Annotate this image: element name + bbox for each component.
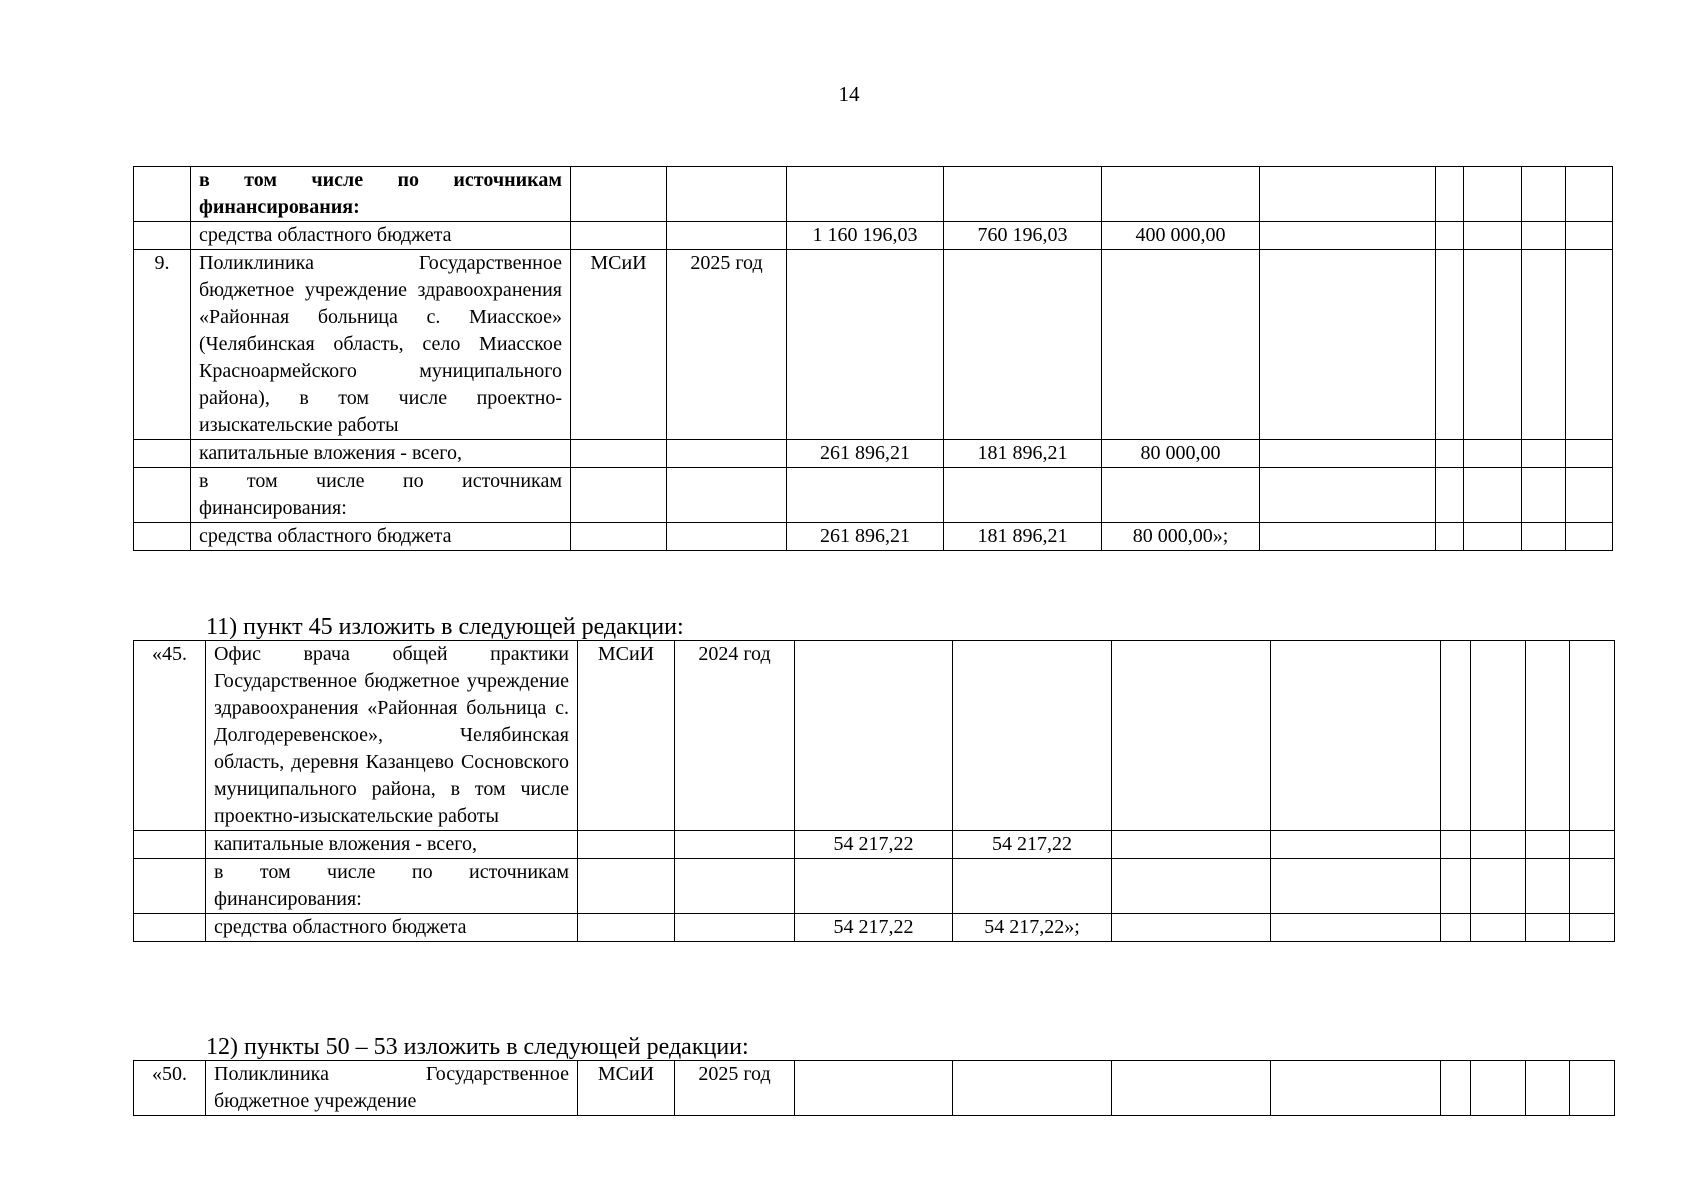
responsible-org xyxy=(571,222,667,250)
object-name: в том числе по источникам финансирования: xyxy=(191,468,571,523)
responsible-org xyxy=(578,831,675,859)
amount-year-2: 400 000,00 xyxy=(1102,222,1260,250)
amount-year-1 xyxy=(953,859,1112,914)
amount-year-2: 80 000,00»; xyxy=(1102,523,1260,551)
table-row xyxy=(134,641,1615,831)
empty-cell xyxy=(1566,222,1613,250)
object-name: Поликлиника Государственное бюджетное учреждение здравоохранения «Районная больница с. Миасское» (Челябинская область, село Миасское Красноармейского муниципального района), в том числе проектно-изыскательские работы xyxy=(191,250,571,440)
table-row xyxy=(134,914,1615,942)
amount-year-1 xyxy=(944,167,1102,222)
completion-year xyxy=(667,440,787,468)
empty-cell xyxy=(1436,250,1464,440)
amount-year-1 xyxy=(944,250,1102,440)
responsible-org: МСиИ xyxy=(578,1061,675,1116)
empty-cell xyxy=(1464,222,1522,250)
empty-cell xyxy=(1522,523,1566,551)
amount-year-2 xyxy=(1112,859,1271,914)
completion-year xyxy=(675,831,795,859)
completion-year xyxy=(667,523,787,551)
amount-year-2: 80 000,00 xyxy=(1102,440,1260,468)
empty-cell xyxy=(1471,641,1526,831)
empty-cell xyxy=(1271,1061,1441,1116)
empty-cell xyxy=(1441,831,1471,859)
empty-cell xyxy=(1471,914,1526,942)
object-name: в том числе по источникам финансирования: xyxy=(206,859,578,914)
object-name: Поликлиника Государственное бюджетное учреждение xyxy=(206,1061,578,1116)
responsible-org xyxy=(571,468,667,523)
responsible-org xyxy=(578,859,675,914)
responsible-org xyxy=(571,523,667,551)
empty-cell xyxy=(1260,222,1436,250)
amount-year-2 xyxy=(1112,1061,1271,1116)
empty-cell xyxy=(1260,468,1436,523)
completion-year: 2024 год xyxy=(675,641,795,831)
empty-cell xyxy=(1464,523,1522,551)
empty-cell xyxy=(1464,468,1522,523)
amount-total xyxy=(795,641,953,831)
table-row xyxy=(134,523,1613,551)
empty-cell xyxy=(1436,468,1464,523)
objects-table-item-50 xyxy=(133,1060,1615,1116)
row-number xyxy=(134,222,191,250)
empty-cell xyxy=(1464,167,1522,222)
empty-cell xyxy=(1441,1061,1471,1116)
empty-cell xyxy=(1271,914,1441,942)
empty-cell xyxy=(1526,641,1570,831)
responsible-org xyxy=(571,167,667,222)
completion-year xyxy=(667,222,787,250)
amount-year-2 xyxy=(1112,641,1271,831)
amount-total xyxy=(787,167,944,222)
empty-cell xyxy=(1526,859,1570,914)
amount-year-2 xyxy=(1112,914,1271,942)
objects-table-item-45 xyxy=(133,640,1615,942)
table-row xyxy=(134,859,1615,914)
amount-total: 261 896,21 xyxy=(787,523,944,551)
amendment-heading-45: 11) пункт 45 изложить в следующей редакции: xyxy=(206,614,684,640)
empty-cell xyxy=(1436,440,1464,468)
amount-year-2 xyxy=(1102,250,1260,440)
empty-cell xyxy=(1260,523,1436,551)
completion-year xyxy=(667,167,787,222)
completion-year: 2025 год xyxy=(675,1061,795,1116)
empty-cell xyxy=(1441,641,1471,831)
completion-year xyxy=(675,914,795,942)
empty-cell xyxy=(1522,250,1566,440)
empty-cell xyxy=(1566,468,1613,523)
amount-year-2 xyxy=(1112,831,1271,859)
table-row xyxy=(134,831,1615,859)
amount-year-1: 760 196,03 xyxy=(944,222,1102,250)
row-number xyxy=(134,859,206,914)
row-number: «50. xyxy=(134,1061,206,1116)
table-row xyxy=(134,167,1613,222)
amount-year-1: 181 896,21 xyxy=(944,440,1102,468)
amount-total xyxy=(795,859,953,914)
responsible-org: МСиИ xyxy=(571,250,667,440)
empty-cell xyxy=(1441,914,1471,942)
empty-cell xyxy=(1260,250,1436,440)
page-number: 14 xyxy=(838,82,860,106)
object-name: капитальные вложения - всего, xyxy=(206,831,578,859)
amount-total: 1 160 196,03 xyxy=(787,222,944,250)
empty-cell xyxy=(1471,831,1526,859)
table-row xyxy=(134,1061,1615,1116)
empty-cell xyxy=(1260,440,1436,468)
empty-cell xyxy=(1570,831,1615,859)
row-number xyxy=(134,440,191,468)
amount-year-2 xyxy=(1102,468,1260,523)
empty-cell xyxy=(1570,859,1615,914)
completion-year xyxy=(675,859,795,914)
object-name: в том числе по источникам финансирования: xyxy=(191,167,571,222)
empty-cell xyxy=(1526,831,1570,859)
object-name: средства областного бюджета xyxy=(206,914,578,942)
row-number xyxy=(134,914,206,942)
empty-cell xyxy=(1441,859,1471,914)
empty-cell xyxy=(1570,641,1615,831)
completion-year: 2025 год xyxy=(667,250,787,440)
row-number xyxy=(134,468,191,523)
empty-cell xyxy=(1271,831,1441,859)
table-row xyxy=(134,468,1613,523)
empty-cell xyxy=(1566,523,1613,551)
amount-year-1: 54 217,22»; xyxy=(953,914,1112,942)
object-name: средства областного бюджета xyxy=(191,222,571,250)
table-row xyxy=(134,440,1613,468)
empty-cell xyxy=(1526,914,1570,942)
table-row xyxy=(134,250,1613,440)
empty-cell xyxy=(1464,440,1522,468)
table-row xyxy=(134,222,1613,250)
amount-total: 54 217,22 xyxy=(795,914,953,942)
empty-cell xyxy=(1260,167,1436,222)
empty-cell xyxy=(1570,1061,1615,1116)
objects-table-continued xyxy=(133,166,1613,551)
amount-year-2 xyxy=(1102,167,1260,222)
amount-year-1 xyxy=(953,1061,1112,1116)
amount-year-1: 54 217,22 xyxy=(953,831,1112,859)
responsible-org xyxy=(578,914,675,942)
amount-year-1 xyxy=(944,468,1102,523)
responsible-org: МСиИ xyxy=(578,641,675,831)
empty-cell xyxy=(1471,1061,1526,1116)
row-number: «45. xyxy=(134,641,206,831)
object-name: Офис врача общей практики Государственное бюджетное учреждение здравоохранения «Районная больница с. Долгодеревенское», Челябинская область, деревня Казанцево Сосновского муниципального района, в том числе проектно-изыскательские работы xyxy=(206,641,578,831)
row-number xyxy=(134,831,206,859)
empty-cell xyxy=(1522,440,1566,468)
amount-year-1: 181 896,21 xyxy=(944,523,1102,551)
object-name: средства областного бюджета xyxy=(191,523,571,551)
amount-total xyxy=(787,468,944,523)
row-number xyxy=(134,167,191,222)
empty-cell xyxy=(1271,859,1441,914)
empty-cell xyxy=(1566,250,1613,440)
empty-cell xyxy=(1522,222,1566,250)
amount-total xyxy=(787,250,944,440)
amount-total: 261 896,21 xyxy=(787,440,944,468)
empty-cell xyxy=(1522,468,1566,523)
empty-cell xyxy=(1464,250,1522,440)
object-name: капитальные вложения - всего, xyxy=(191,440,571,468)
amount-total: 54 217,22 xyxy=(795,831,953,859)
responsible-org xyxy=(571,440,667,468)
amendment-heading-50-53: 12) пункты 50 – 53 изложить в следующей редакции: xyxy=(206,1034,749,1060)
empty-cell xyxy=(1436,222,1464,250)
empty-cell xyxy=(1570,914,1615,942)
empty-cell xyxy=(1271,641,1441,831)
amount-total xyxy=(795,1061,953,1116)
empty-cell xyxy=(1566,167,1613,222)
row-number: 9. xyxy=(134,250,191,440)
empty-cell xyxy=(1436,523,1464,551)
amount-year-1 xyxy=(953,641,1112,831)
empty-cell xyxy=(1471,859,1526,914)
empty-cell xyxy=(1566,440,1613,468)
empty-cell xyxy=(1522,167,1566,222)
row-number xyxy=(134,523,191,551)
completion-year xyxy=(667,468,787,523)
empty-cell xyxy=(1526,1061,1570,1116)
empty-cell xyxy=(1436,167,1464,222)
